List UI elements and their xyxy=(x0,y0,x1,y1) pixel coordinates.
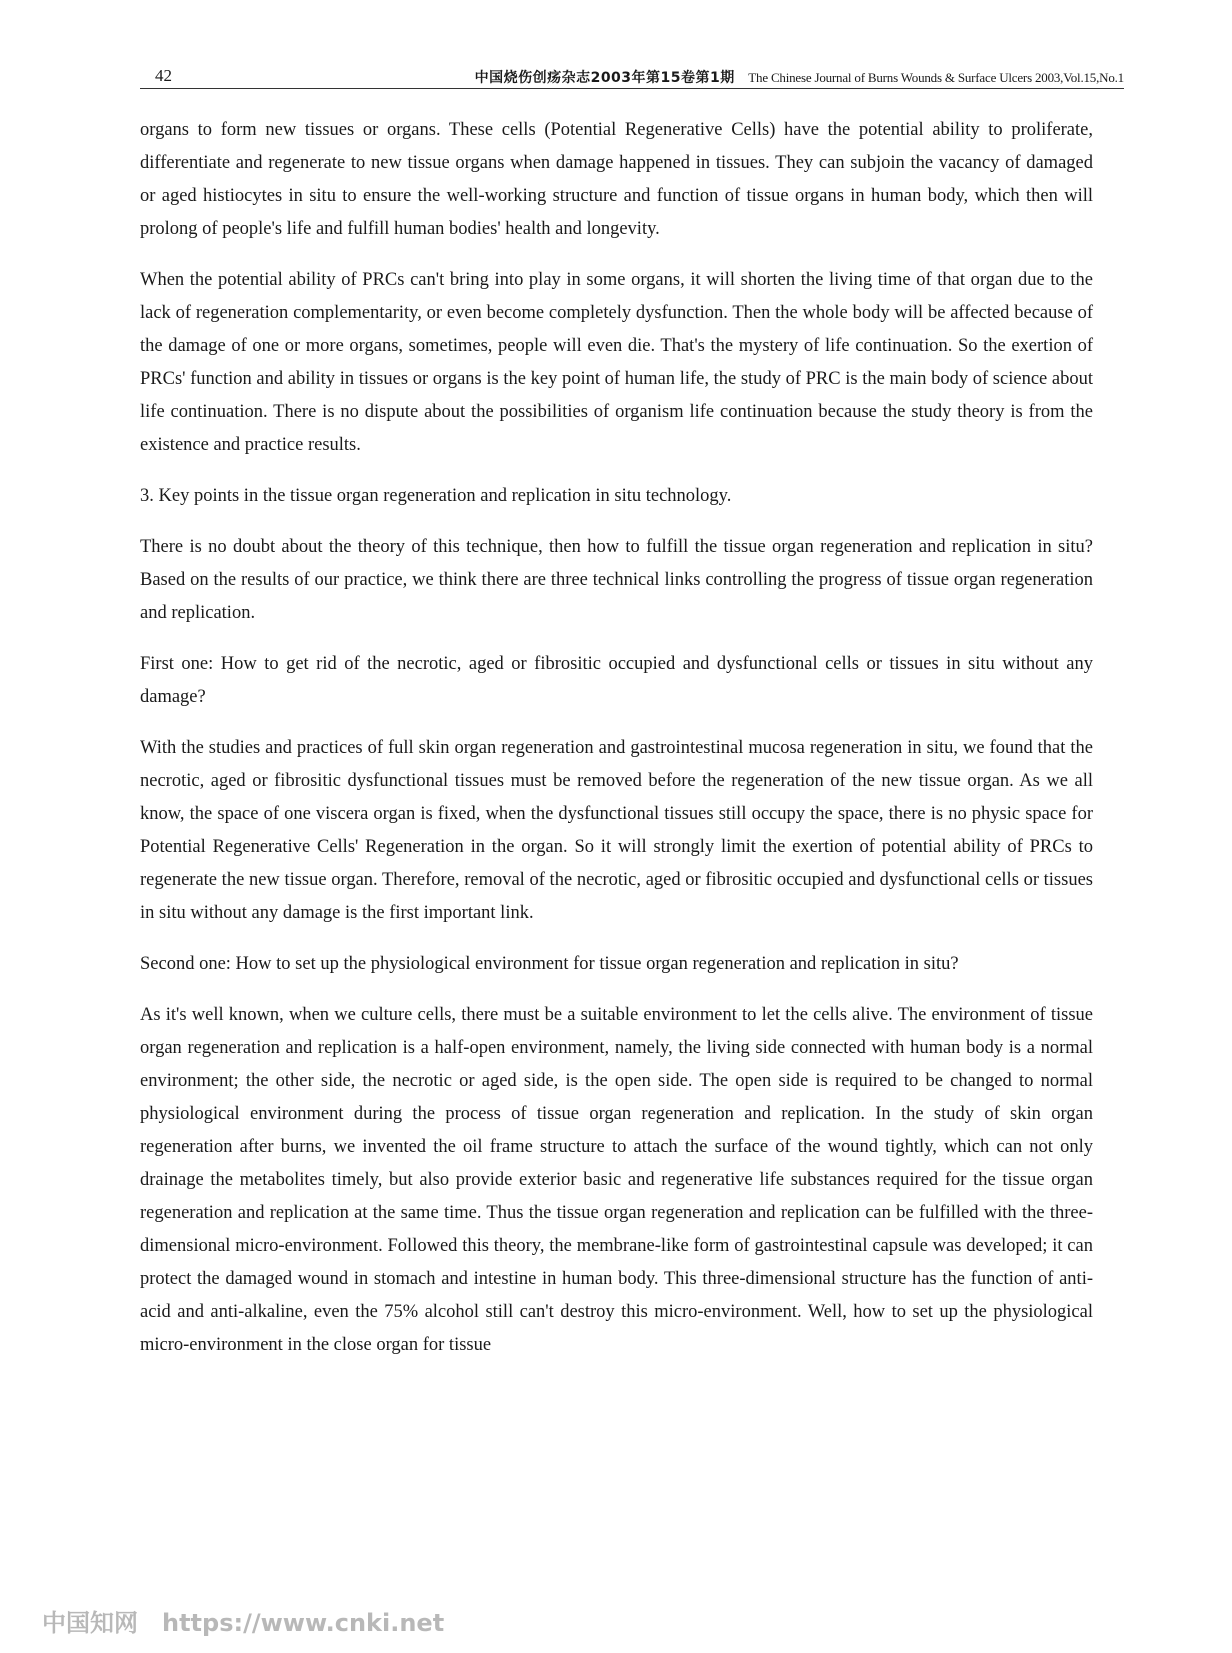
running-header xyxy=(140,64,1124,89)
paragraph: There is no doubt about the theory of this technique, then how to fulfill the tissue organ regeneration and replication in situ? Based on the results of our practice, we think there are three technical links controlling the progress of tissue organ regeneration and replication. xyxy=(140,537,1093,623)
question-paragraph: First one: How to get rid of the necrotic, aged or fibrositic occupied and dysfunctional cells or tissues in situ without any damage? xyxy=(140,654,1093,707)
article-body xyxy=(140,114,1093,1380)
paragraph: When the potential ability of PRCs can't bring into play in some organs, it will shorten the living time of that organ due to the lack of regeneration complementarity, or even become completely dysfunction. Then the whole body will be affected because of the damage of one or more organs, sometimes, people will even die. That's the mystery of life continuation. So the exertion of PRCs' function and ability in tissues or organs is the key point of human life, the study of PRC is the main body of science about life continuation. There is no dispute about the possibilities of organism life continuation because the study theory is from the existence and practice results. xyxy=(140,270,1093,455)
page-number: 42 xyxy=(155,66,172,85)
watermark-brand: 中国知网 xyxy=(42,1609,138,1637)
journal-running-head xyxy=(475,67,1124,87)
question-paragraph: Second one: How to set up the physiological environment for tissue organ regeneration and replication in situ? xyxy=(140,954,959,974)
paragraph: With the studies and practices of full skin organ regeneration and gastrointestinal mucosa regeneration in situ, we found that the necrotic, aged or fibrositic dysfunctional tissues must be removed before the regeneration of the new tissue organ. As we all know, the space of one viscera organ is fixed, when the dysfunctional tissues still occupy the space, there is no physic space for Potential Regenerative Cells' Regeneration in the organ. So it will strongly limit the exertion of potential ability of PRCs to regenerate the new tissue organ. Therefore, removal of the necrotic, aged or fibrositic occupied and dysfunctional cells or tissues in situ without any damage is the first important link. xyxy=(140,738,1093,923)
journal-title-chinese: 中国烧伤创疡杂志2003年第15卷第1期 xyxy=(474,70,735,86)
journal-title-english: The Chinese Journal of Burns Wounds & Surface Ulcers 2003,Vol.15,No.1 xyxy=(748,70,1124,85)
paragraph: organs to form new tissues or organs. These cells (Potential Regenerative Cells) have the potential ability to proliferate, differentiate and regenerate to new tissue organs when damage happened in tissues. They can subjoin the vacancy of damaged or aged histiocytes in situ to ensure the well-working structure and function of tissue organs in human body, which then will prolong of people's life and fulfill human bodies' health and longevity. xyxy=(140,120,1093,239)
paragraph: As it's well known, when we culture cells, there must be a suitable environment to let the cells alive. The environment of tissue organ regeneration and replication is a half-open environment, namely, the living side connected with human body is a normal environment; the other side, the necrotic or aged side, is the open side. The open side is required to be changed to normal physiological environment during the process of tissue organ regeneration and replication. In the study of skin organ regeneration after burns, we invented the oil frame structure to attach the surface of the wound tightly, which can not only drainage the metabolites timely, but also provide exterior basic and regenerative life substances required for the tissue organ regeneration and replication at the same time. Thus the tissue organ regeneration and replication can be fulfilled with the three-dimensional micro-environment. Followed this theory, the membrane-like form of gastrointestinal capsule was developed; it can protect the damaged wound in stomach and intestine in human body. This three-dimensional structure has the function of anti-acid and anti-alkaline, even the 75% alcohol still can't destroy this micro-environment. Well, how to set up the physiological micro-environment in the close organ for tissue xyxy=(140,1005,1093,1355)
section-heading: 3. Key points in the tissue organ regeneration and replication in situ technology. xyxy=(140,486,732,506)
cnki-watermark xyxy=(42,1603,444,1638)
watermark-url: https://www.cnki.net xyxy=(162,1609,445,1637)
